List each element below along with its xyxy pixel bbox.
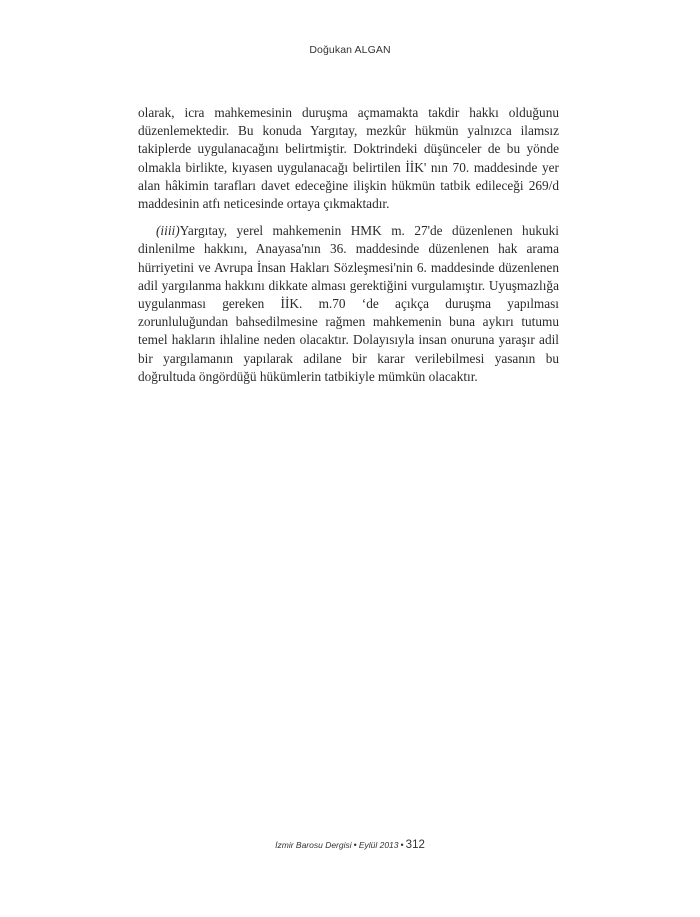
author-name: Doğukan ALGAN: [309, 44, 391, 56]
body-text: [138, 104, 559, 386]
running-header: [0, 44, 700, 56]
issue-date: Eylül 2013: [358, 840, 399, 850]
running-footer: [0, 835, 700, 853]
paragraph-2-text: Yargıtay, yerel mahkemenin HMK m. 27'de düzenlenen hukuki dinlenilme hakkını, Anayasa'nın 36. maddesinde düzenlenen hak arama hürriyetini ve Avrupa İnsan Hakları Sözleşmesi'nin 6. maddesinde düzenlenen adil yargılanma hakkını dikkate alması gerektiğini vurgulamıştır. Uyuşmazlığa uygulanması gereken İİK. m.70 ‘de açıkça duruşma yapılması zorunluluğundan bahsedilmesine rağmen mahkemenin buna aykırı tutumu temel hakların ihlaline neden olacaktır. Dolayısıyla insan onuruna yaraşır adil bir yargılamanın yapılarak adilane bir karar verilebilmesi yasanın bu doğrultuda öngördüğü hükümlerin tatbikiyle mümkün olacaktır.: [138, 223, 559, 384]
journal-name: İzmir Barosu Dergisi: [275, 840, 352, 850]
page-number: 312: [405, 839, 425, 851]
footer-separator-1: •: [353, 840, 357, 850]
footer-separator-2: •: [400, 840, 404, 850]
paragraph-2: [138, 222, 559, 386]
paragraph-2-marker: (iiii): [156, 223, 180, 239]
paragraph-1: olarak, icra mahkemesinin duruşma açmamakta takdir hakkı olduğunu düzenlemektedir. Bu konuda Yargıtay, mezkûr hükmün yalnızca ilamsız takiplerde uygulanacağını belirtmiştir. Doktrindeki düşünceler de bu yönde olmakla birlikte, kıyasen uygulanacağı belirtilen İİK' nın 70. maddesinde yer alan hâkimin tarafları davet edeceğine ilişkin hükmün tatbik edileceği 269/d maddesinin atfı neticesinde ortaya çıkmaktadır.: [138, 105, 559, 212]
